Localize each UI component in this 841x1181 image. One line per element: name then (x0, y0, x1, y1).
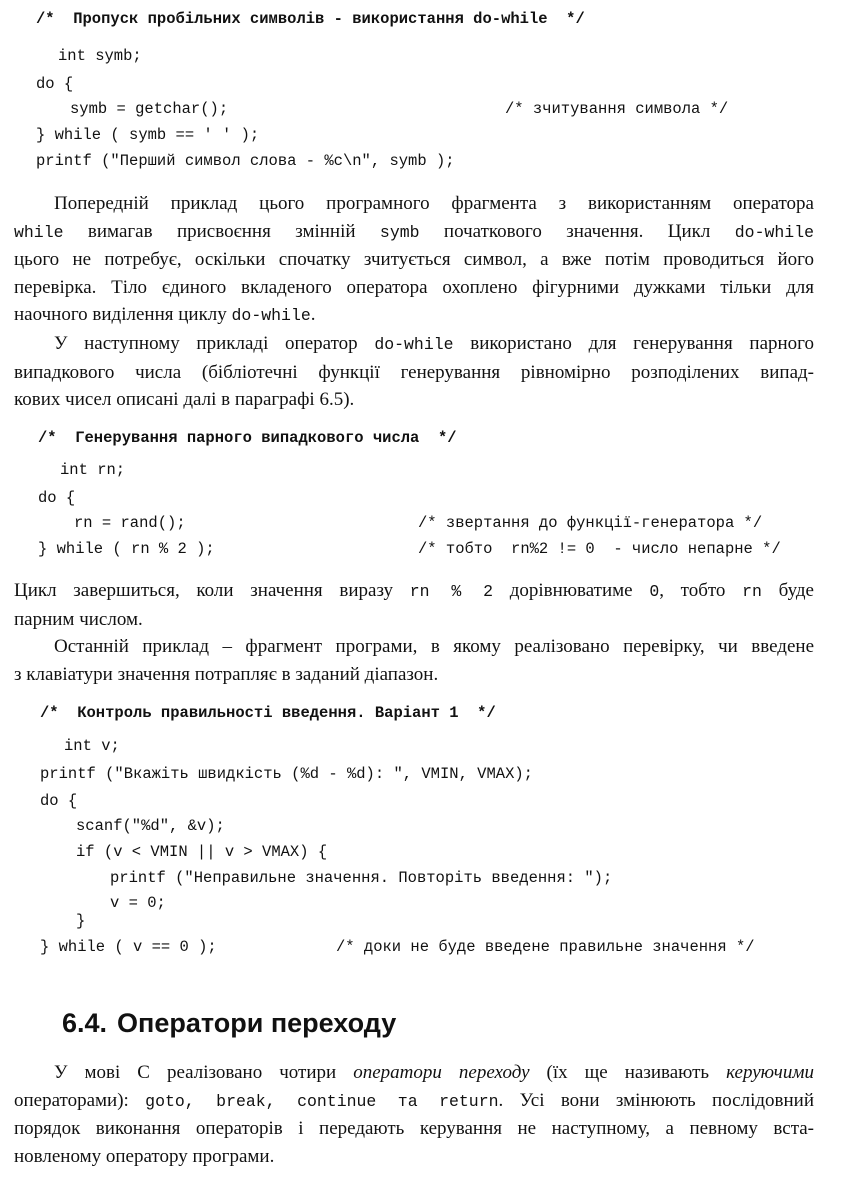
code3-line: if (v < VMIN || v > VMAX) { (76, 843, 328, 861)
text-italic: оператори переходу (353, 1062, 530, 1083)
section-title: Оператори переходу (117, 1008, 397, 1038)
text: порядок виконання операторів і передають керування не наступному, а певному вста- (14, 1118, 814, 1140)
text: кових чисел описані далі в параграфі 6.5). (14, 389, 355, 411)
code3-line: } (76, 912, 86, 930)
text: використано для генерування парного (453, 332, 814, 354)
code2-line: } while ( rn % 2 ); (38, 540, 215, 558)
section-number: 6.4. (62, 1008, 108, 1038)
text: (їх ще називають (529, 1062, 727, 1083)
code-inline: while (14, 222, 64, 242)
paragraph-5 (14, 1059, 814, 1170)
code1-line: printf ("Перший символ слова - %c\n", symb ); (36, 152, 455, 170)
text: , тобто (659, 580, 743, 601)
code3-line: v = 0; (110, 894, 166, 912)
code2-line-comment: /* тобто rn%2 != 0 - число непарне */ (418, 540, 781, 558)
code1-line: symb = getchar(); (70, 100, 229, 118)
code3-line: int v; (64, 737, 120, 755)
code1-comment: /* Пропуск пробільних символів - використання do-while */ (36, 10, 585, 28)
code2-line: rn = rand(); (74, 514, 186, 532)
section-heading (62, 1008, 406, 1039)
code3-line: scanf("%d", &v); (76, 817, 225, 835)
code2-line-comment: /* звертання до функції-генератора */ (418, 514, 763, 532)
code-inline: do-while (231, 306, 311, 326)
text: з клавіатури значення потрапляє в заданий діапазон. (14, 663, 439, 685)
code2-line: int rn; (60, 461, 126, 479)
code-inline: do-while (374, 334, 454, 354)
text: . (310, 304, 316, 326)
code3-line-comment: /* доки не буде введене правильне значення */ (336, 938, 755, 956)
text: Попередній приклад цього програмного фрагмента з використанням оператора (54, 193, 814, 214)
text: перевірка. Тіло єдиного вкладеного оператора охоплено фігурними дужками тільки для (14, 276, 814, 298)
paragraph-1 (14, 190, 814, 414)
text: операторами): (14, 1089, 146, 1111)
text: Останній приклад – фрагмент програми, в якому реалізовано перевірку, чи введене (54, 636, 814, 658)
paragraph-3 (14, 577, 814, 688)
code-inline: rn % 2 (409, 582, 494, 601)
text: випадкового числа (бібліотечні функції генерування рівномірно розподілених випад- (14, 361, 814, 383)
text: Цикл завершиться, коли значення виразу (14, 580, 410, 601)
text: . Усі вони змінюють послідовний (498, 1089, 814, 1111)
text-italic: керуючими (726, 1062, 814, 1083)
code-inline: do-while (734, 222, 814, 242)
code1-line: do { (36, 75, 74, 93)
text: вимагав присвоєння змінній (63, 220, 380, 242)
text: дорівнюватиме (493, 580, 650, 601)
code-inline: 0 (649, 582, 660, 601)
text: наочного виділення циклу (14, 304, 232, 326)
code3-comment: /* Контроль правильності введення. Варіант 1 */ (40, 704, 496, 722)
code1-line: int symb; (58, 47, 142, 65)
text: У наступному прикладі оператор (54, 332, 375, 354)
text: У мові С реалізовано чотири (54, 1062, 354, 1083)
code3-line: printf ("Вкажіть швидкість (%d - %d): ", VMIN, VMAX); (40, 765, 533, 783)
code3-line: printf ("Неправильне значення. Повторіть введення: "); (110, 869, 613, 887)
code3-line: do { (40, 792, 78, 810)
text: новленому оператору програми. (14, 1145, 275, 1167)
text: буде (761, 580, 814, 601)
code1-line: } while ( symb == ' ' ); (36, 126, 260, 144)
code-inline: rn (742, 582, 762, 601)
code2-comment: /* Генерування парного випадкового числа */ (38, 429, 457, 447)
text: початкового значення. Цикл (419, 220, 735, 242)
code-inline: goto, break, continue та return (145, 1091, 499, 1111)
code1-line-comment: /* зчитування символа */ (505, 100, 729, 118)
code3-line: } while ( v == 0 ); (40, 938, 217, 956)
code2-line: do { (38, 489, 76, 507)
text: цього не потребує, оскільки спочатку зчитується символ, а вже потім проводиться його (14, 249, 814, 271)
code-inline: symb (379, 222, 420, 242)
text: парним числом. (14, 608, 143, 630)
